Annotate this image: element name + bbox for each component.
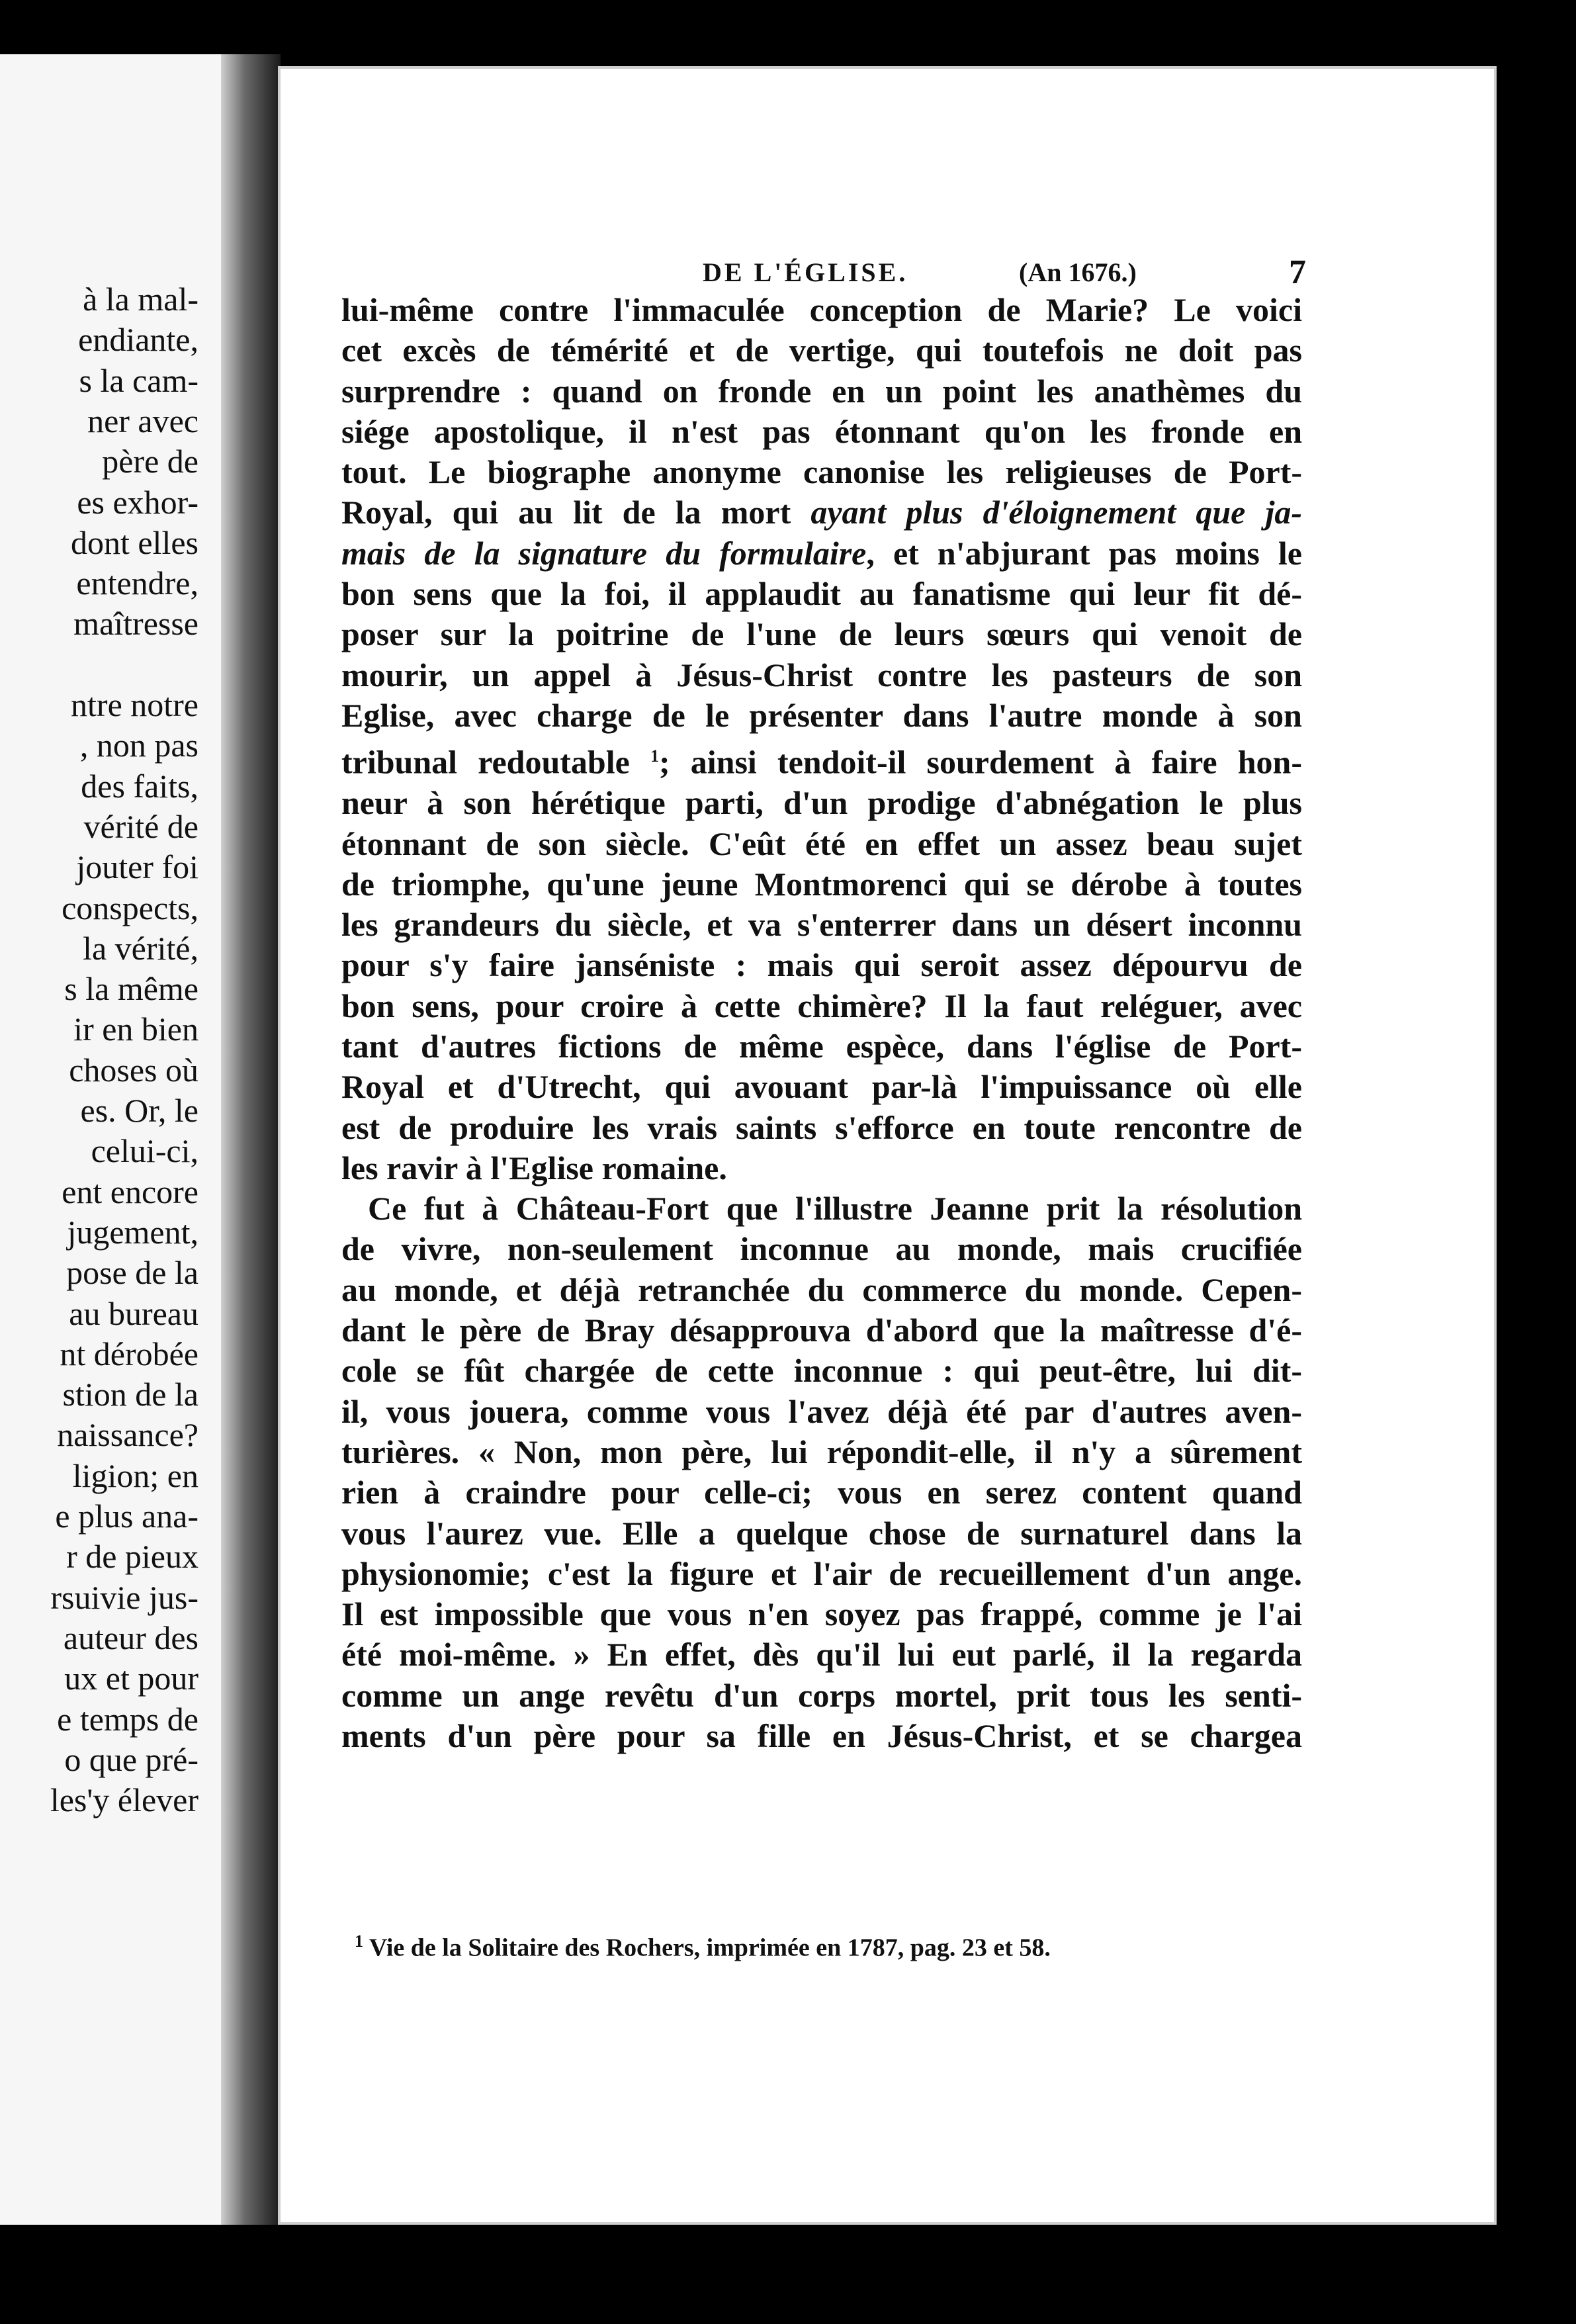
text-line: tout. Le biographe anonyme canonise les religieuses de Port- xyxy=(341,453,1302,491)
left-page-line: es. Or, le xyxy=(80,1092,198,1129)
text-span: , et n'abjurant pas moins le xyxy=(866,534,1302,572)
left-page-line: jugement, xyxy=(67,1213,198,1251)
text-line: est de produire les vrais saints s'efforce en toute rencontre de xyxy=(341,1108,1302,1146)
left-page xyxy=(0,54,234,2225)
text-line: Eglise, avec charge de le présenter dans l'autre monde à son xyxy=(341,696,1302,734)
left-page-line: ligion; en xyxy=(72,1456,198,1494)
text-span: ; ainsi tendoit-il sourdement à faire hon- xyxy=(658,743,1302,781)
left-page-line: jouter foi xyxy=(76,848,198,886)
left-page-line: s la même xyxy=(64,970,198,1008)
left-page-line: o que pré- xyxy=(64,1740,198,1778)
left-page-line: ner avec xyxy=(87,402,198,439)
left-page-line: s la cam- xyxy=(79,361,198,399)
left-page-line: entendre, xyxy=(76,564,198,602)
text-line: Ce fut à Château-Fort que l'illustre Jeanne prit la résolution xyxy=(368,1190,1302,1228)
left-page-line: vérité de xyxy=(83,807,198,845)
text-line: surprendre : quand on fronde en un point les anathèmes du xyxy=(341,372,1302,410)
left-page-line: pose de la xyxy=(66,1254,198,1292)
running-head-year: (An 1676.) xyxy=(1019,257,1137,287)
left-page-line: à la mal- xyxy=(83,281,198,318)
text-line: Il est impossible que vous n'en soyez pas frappé, comme je l'ai xyxy=(341,1595,1302,1633)
left-page-line: père de xyxy=(102,443,198,480)
text-line: les ravir à l'Eglise romaine. xyxy=(341,1149,727,1186)
left-page-line: rsuivie jus- xyxy=(50,1578,198,1616)
text-line xyxy=(341,492,1302,533)
text-span: Royal, qui au lit de la mort xyxy=(341,494,791,531)
left-page-line: ux et pour xyxy=(64,1660,198,1697)
running-head-title: DE L'ÉGLISE. xyxy=(703,257,908,287)
footnote-text: Vie de la Solitaire des Rochers, imprimée en 1787, pag. 23 et 58. xyxy=(369,1934,1051,1962)
text-span: tribunal redoutable xyxy=(341,743,630,781)
text-line: de triomphe, qu'une jeune Montmorenci qui se dérobe à toutes xyxy=(341,865,1302,903)
main-text xyxy=(341,290,1302,1756)
left-page-line: ent encore xyxy=(62,1173,198,1210)
left-page-line: conspects, xyxy=(62,889,198,926)
italic-quote: ayant plus d'éloignement que ja- xyxy=(810,494,1303,531)
left-page-line: e temps de xyxy=(57,1700,198,1738)
text-line: poser sur la poitrine de l'une de leurs sœurs qui venoit de xyxy=(341,615,1302,653)
left-page-line: e plus ana- xyxy=(55,1497,198,1535)
left-page-line: des faits, xyxy=(81,767,198,805)
left-page-line: stion de la xyxy=(62,1376,198,1413)
footnote xyxy=(355,1926,1281,1964)
text-line: vous l'aurez vue. Elle a quelque chose de surnaturel dans la xyxy=(341,1514,1302,1552)
left-page-line: r de pieux xyxy=(66,1538,198,1576)
left-page-line: dont elles xyxy=(70,523,198,561)
text-line: lui-même contre l'immaculée conception de Marie? Le voici xyxy=(341,291,1302,328)
text-line: physionomie; c'est la figure et l'air de recueillement d'un ange. xyxy=(341,1554,1302,1592)
left-page-line: es exhor- xyxy=(77,483,198,521)
left-page-line: ntre notre xyxy=(71,686,198,723)
left-page-line: les'y élever xyxy=(50,1781,198,1819)
text-line xyxy=(341,533,1302,574)
left-page-line: naissance? xyxy=(57,1416,198,1454)
left-page-line: maîtresse xyxy=(73,605,198,643)
text-line: comme un ange revêtu d'un corps mortel, prit tous les senti- xyxy=(341,1676,1302,1714)
footnote-reference: 1 xyxy=(650,746,659,766)
text-line: rien à craindre pour celle-ci; vous en serez content quand xyxy=(341,1474,1302,1511)
left-page-line: ir en bien xyxy=(73,1010,198,1048)
text-line: étonnant de son siècle. C'eût été en effet un assez beau sujet xyxy=(341,825,1302,862)
text-line: les grandeurs du siècle, et va s'enterrer dans un désert inconnu xyxy=(341,906,1302,944)
text-line: cole se fût chargée de cette inconnue : qui peut-être, lui dit- xyxy=(341,1352,1302,1390)
text-line: il, vous jouera, comme vous l'avez déjà été par d'autres aven- xyxy=(341,1392,1302,1430)
text-line: été moi-même. » En effet, dès qu'il lui eut parlé, il la regarda xyxy=(341,1636,1302,1674)
text-line: au monde, et déjà retranchée du commerce du monde. Cepen- xyxy=(341,1271,1302,1308)
text-line: siége apostolique, il n'est pas étonnant qu'on les fronde en xyxy=(341,412,1302,450)
text-line: dant le père de Bray désapprouva d'abord que la maîtresse d'é- xyxy=(341,1312,1302,1349)
text-line: ments d'un père pour sa fille en Jésus-Christ, et se chargea xyxy=(341,1717,1302,1755)
text-line: cet excès de témérité et de vertige, qui toutefois ne doit pas xyxy=(341,332,1302,369)
text-line: turières. « Non, mon père, lui répondit-elle, il n'y a sûrement xyxy=(341,1433,1302,1470)
text-line xyxy=(341,736,1302,783)
left-page-line: nt dérobée xyxy=(60,1335,198,1372)
text-line: bon sens que la foi, il applaudit au fanatisme qui leur fit dé- xyxy=(341,575,1302,613)
left-page-line: la vérité, xyxy=(83,929,198,967)
left-page-line: endiante, xyxy=(78,321,198,359)
left-page-line: auteur des xyxy=(63,1619,198,1656)
text-line: neur à son hérétique parti, d'un prodige d'abnégation le plus xyxy=(341,784,1302,822)
left-page-line: , non pas xyxy=(79,727,198,764)
page-number: 7 xyxy=(1289,253,1306,291)
text-line: de vivre, non-seulement inconnue au monde, mais crucifiée xyxy=(341,1230,1302,1268)
text-line: Royal et d'Utrecht, qui avouant par-là l'impuissance où elle xyxy=(341,1068,1302,1106)
left-page-line: celui-ci, xyxy=(91,1132,198,1170)
footnote-marker: 1 xyxy=(355,1932,363,1951)
book-gutter xyxy=(221,54,281,2225)
italic-quote: mais de la signature du formulaire xyxy=(341,534,867,572)
text-line: mourir, un appel à Jésus-Christ contre les pasteurs de son xyxy=(341,656,1302,693)
left-page-line: choses où xyxy=(69,1051,198,1089)
left-page-line: au bureau xyxy=(69,1294,198,1332)
text-line: bon sens, pour croire à cette chimère? Il la faut reléguer, avec xyxy=(341,987,1302,1024)
text-line: pour s'y faire janséniste : mais qui seroit assez dépourvu de xyxy=(341,946,1302,984)
text-line: tant d'autres fictions de même espèce, dans l'église de Port- xyxy=(341,1028,1302,1065)
